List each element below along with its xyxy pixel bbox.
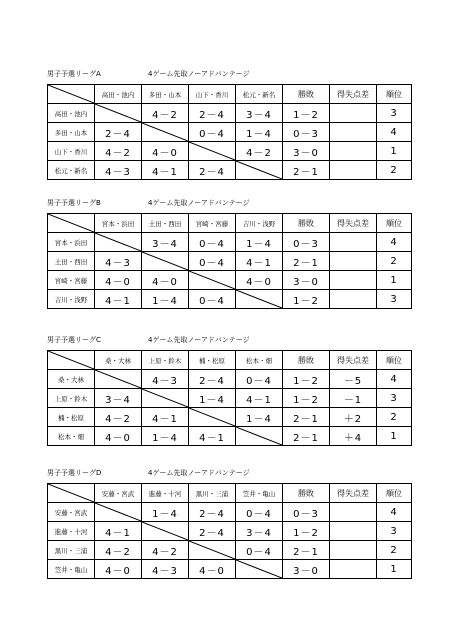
win-loss-record: 1－2 [283, 370, 330, 389]
match-score: 4－0 [142, 142, 189, 161]
row-team-name: 楠・松原 [48, 408, 95, 427]
column-team-name: 山下・香川 [189, 85, 236, 104]
match-score: 4－2 [236, 142, 283, 161]
row-team-name: 宮本・浜田 [48, 233, 95, 252]
column-header: 順位 [377, 484, 412, 503]
league-header [47, 197, 411, 209]
header-row [48, 351, 412, 370]
table-row [48, 142, 412, 161]
point-difference [330, 503, 377, 522]
match-score: 4－0 [236, 271, 283, 290]
row-team-name: 宮崎・宮藤 [48, 271, 95, 290]
column-team-name: 笠井・亀山 [236, 484, 283, 503]
league-rule: 4ゲーム先取ノーアドバンテージ [148, 336, 250, 344]
match-score: 4－2 [95, 541, 142, 560]
rank: 2 [377, 408, 412, 427]
point-difference [330, 522, 377, 541]
column-header: 順位 [377, 351, 412, 370]
rank: 1 [377, 427, 412, 446]
row-team-name: 松元・新名 [48, 161, 95, 180]
match-score: 4－1 [142, 408, 189, 427]
rank: 2 [377, 161, 412, 180]
row-team-name: 桑・大林 [48, 370, 95, 389]
self-match-diagonal-cell [189, 142, 236, 161]
table-row [48, 408, 412, 427]
rank: 3 [377, 104, 412, 123]
win-loss-record: 2－1 [283, 161, 330, 180]
league-table [47, 350, 412, 446]
column-header: 得失点差 [330, 484, 377, 503]
win-loss-record: 3－0 [283, 560, 330, 579]
column-header: 勝敗 [283, 85, 330, 104]
column-header: 勝敗 [283, 214, 330, 233]
point-difference [330, 560, 377, 579]
match-score: 2－4 [95, 123, 142, 142]
self-match-diagonal-cell [236, 560, 283, 579]
match-score: 3－4 [236, 522, 283, 541]
league-block [47, 68, 411, 180]
match-score: 4－3 [95, 252, 142, 271]
table-row [48, 271, 412, 290]
self-match-diagonal-cell [95, 503, 142, 522]
league-block [47, 197, 411, 309]
column-team-name: 土田・西田 [142, 214, 189, 233]
match-score: 4－3 [142, 560, 189, 579]
corner-diagonal-cell [48, 85, 95, 104]
match-score: 4－1 [95, 522, 142, 541]
rank: 2 [377, 252, 412, 271]
self-match-diagonal-cell [189, 408, 236, 427]
win-loss-record: 3－0 [283, 271, 330, 290]
league-name: 男子予選リーグC [47, 336, 101, 344]
row-team-name: 安藤・宮武 [48, 503, 95, 522]
match-score: 3－4 [236, 104, 283, 123]
row-team-name: 土田・西田 [48, 252, 95, 271]
row-team-name: 吉川・浅野 [48, 290, 95, 309]
self-match-diagonal-cell [95, 233, 142, 252]
match-score: 0－4 [236, 503, 283, 522]
point-difference [330, 104, 377, 123]
column-header: 得失点差 [330, 351, 377, 370]
match-score: 1－4 [142, 427, 189, 446]
league-rule: 4ゲーム先取ノーアドバンテージ [148, 199, 250, 207]
match-score: 4－1 [95, 290, 142, 309]
match-score: 4－1 [142, 161, 189, 180]
match-score: 4－3 [95, 161, 142, 180]
column-team-name: 楠・松原 [189, 351, 236, 370]
win-loss-record: 0－3 [283, 123, 330, 142]
win-loss-record: 0－3 [283, 233, 330, 252]
column-team-name: 松元・新名 [236, 85, 283, 104]
table-row [48, 560, 412, 579]
row-team-name: 進藤・十河 [48, 522, 95, 541]
rank: 3 [377, 290, 412, 309]
match-score: 3－4 [95, 389, 142, 408]
match-score: 2－4 [189, 161, 236, 180]
match-score: 0－4 [189, 290, 236, 309]
row-team-name: 多田・山本 [48, 123, 95, 142]
match-score: 0－4 [236, 541, 283, 560]
column-header: 勝敗 [283, 351, 330, 370]
rank: 4 [377, 123, 412, 142]
self-match-diagonal-cell [142, 389, 189, 408]
match-score: 1－4 [236, 123, 283, 142]
rank: 2 [377, 541, 412, 560]
league-header [47, 334, 411, 346]
league-block [47, 334, 411, 446]
column-header: 順位 [377, 85, 412, 104]
column-team-name: 上原・鈴木 [142, 351, 189, 370]
row-team-name: 高田・池内 [48, 104, 95, 123]
win-loss-record: 1－2 [283, 290, 330, 309]
rank: 4 [377, 233, 412, 252]
column-team-name: 進藤・十河 [142, 484, 189, 503]
match-score: 2－4 [189, 522, 236, 541]
header-row [48, 484, 412, 503]
self-match-diagonal-cell [189, 541, 236, 560]
league-name: 男子予選リーグB [47, 199, 101, 207]
match-score: 0－4 [189, 233, 236, 252]
win-loss-record: 2－1 [283, 252, 330, 271]
league-block [47, 467, 411, 579]
match-score: 4－1 [236, 252, 283, 271]
rank: 4 [377, 503, 412, 522]
match-score: 4－0 [95, 271, 142, 290]
self-match-diagonal-cell [142, 123, 189, 142]
column-header: 順位 [377, 214, 412, 233]
table-row [48, 389, 412, 408]
league-name: 男子予選リーグA [47, 70, 101, 78]
match-score: 1－4 [236, 233, 283, 252]
match-score: 4－2 [95, 142, 142, 161]
table-row [48, 541, 412, 560]
row-team-name: 松本・畑 [48, 427, 95, 446]
match-score: 1－4 [236, 408, 283, 427]
row-team-name: 山下・香川 [48, 142, 95, 161]
row-team-name: 笠井・亀山 [48, 560, 95, 579]
match-score: 4－0 [189, 560, 236, 579]
table-row [48, 104, 412, 123]
table-row [48, 427, 412, 446]
column-team-name: 宮本・浜田 [95, 214, 142, 233]
match-score: 4－2 [142, 541, 189, 560]
league-table [47, 483, 412, 579]
rank: 3 [377, 389, 412, 408]
column-team-name: 安藤・宮武 [95, 484, 142, 503]
rank: 3 [377, 522, 412, 541]
self-match-diagonal-cell [236, 161, 283, 180]
point-difference [330, 541, 377, 560]
point-difference: ＋2 [330, 408, 377, 427]
column-team-name: 吉川・浅野 [236, 214, 283, 233]
match-score: 2－4 [189, 370, 236, 389]
self-match-diagonal-cell [236, 290, 283, 309]
point-difference [330, 233, 377, 252]
point-difference [330, 142, 377, 161]
point-difference: －1 [330, 389, 377, 408]
point-difference [330, 252, 377, 271]
point-difference: ＋4 [330, 427, 377, 446]
point-difference [330, 290, 377, 309]
table-row [48, 522, 412, 541]
row-team-name: 上原・鈴木 [48, 389, 95, 408]
point-difference [330, 161, 377, 180]
rank: 1 [377, 560, 412, 579]
match-score: 4－2 [95, 408, 142, 427]
column-team-name: 桑・大林 [95, 351, 142, 370]
self-match-diagonal-cell [142, 522, 189, 541]
column-header: 得失点差 [330, 214, 377, 233]
table-row [48, 290, 412, 309]
row-team-name: 黒川・三浦 [48, 541, 95, 560]
table-row [48, 233, 412, 252]
column-team-name: 松本・畑 [236, 351, 283, 370]
league-name: 男子予選リーグD [47, 469, 102, 477]
win-loss-record: 1－2 [283, 104, 330, 123]
match-score: 3－4 [142, 233, 189, 252]
match-score: 4－3 [142, 370, 189, 389]
column-team-name: 黒川・三浦 [189, 484, 236, 503]
column-team-name: 多田・山本 [142, 85, 189, 104]
self-match-diagonal-cell [142, 252, 189, 271]
table-row [48, 370, 412, 389]
win-loss-record: 0－3 [283, 503, 330, 522]
match-score: 2－4 [189, 104, 236, 123]
win-loss-record: 2－1 [283, 541, 330, 560]
match-score: 4－0 [95, 427, 142, 446]
column-header: 得失点差 [330, 85, 377, 104]
match-score: 0－4 [189, 123, 236, 142]
rank: 1 [377, 142, 412, 161]
match-score: 4－2 [142, 104, 189, 123]
league-table [47, 84, 412, 180]
corner-diagonal-cell [48, 484, 95, 503]
corner-diagonal-cell [48, 351, 95, 370]
win-loss-record: 1－2 [283, 522, 330, 541]
league-rule: 4ゲーム先取ノーアドバンテージ [148, 469, 250, 477]
header-row [48, 85, 412, 104]
column-team-name: 高田・池内 [95, 85, 142, 104]
corner-diagonal-cell [48, 214, 95, 233]
rank: 1 [377, 271, 412, 290]
self-match-diagonal-cell [236, 427, 283, 446]
win-loss-record: 3－0 [283, 142, 330, 161]
self-match-diagonal-cell [95, 104, 142, 123]
match-score: 4－0 [142, 271, 189, 290]
match-score: 2－4 [189, 503, 236, 522]
table-row [48, 123, 412, 142]
self-match-diagonal-cell [189, 271, 236, 290]
column-header: 勝敗 [283, 484, 330, 503]
column-team-name: 宮崎・宮藤 [189, 214, 236, 233]
match-score: 0－4 [236, 370, 283, 389]
match-score: 1－4 [142, 290, 189, 309]
league-rule: 4ゲーム先取ノーアドバンテージ [148, 70, 250, 78]
table-row [48, 252, 412, 271]
point-difference [330, 271, 377, 290]
match-score: 4－1 [236, 389, 283, 408]
point-difference: －5 [330, 370, 377, 389]
self-match-diagonal-cell [95, 370, 142, 389]
match-score: 4－1 [189, 427, 236, 446]
match-score: 4－0 [95, 560, 142, 579]
league-header [47, 68, 411, 80]
point-difference [330, 123, 377, 142]
match-score: 1－4 [142, 503, 189, 522]
win-loss-record: 2－1 [283, 408, 330, 427]
table-row [48, 503, 412, 522]
league-table [47, 213, 412, 309]
win-loss-record: 2－1 [283, 427, 330, 446]
win-loss-record: 1－2 [283, 389, 330, 408]
rank: 4 [377, 370, 412, 389]
table-row [48, 161, 412, 180]
match-score: 1－4 [189, 389, 236, 408]
header-row [48, 214, 412, 233]
match-score: 0－4 [189, 252, 236, 271]
league-header [47, 467, 411, 479]
